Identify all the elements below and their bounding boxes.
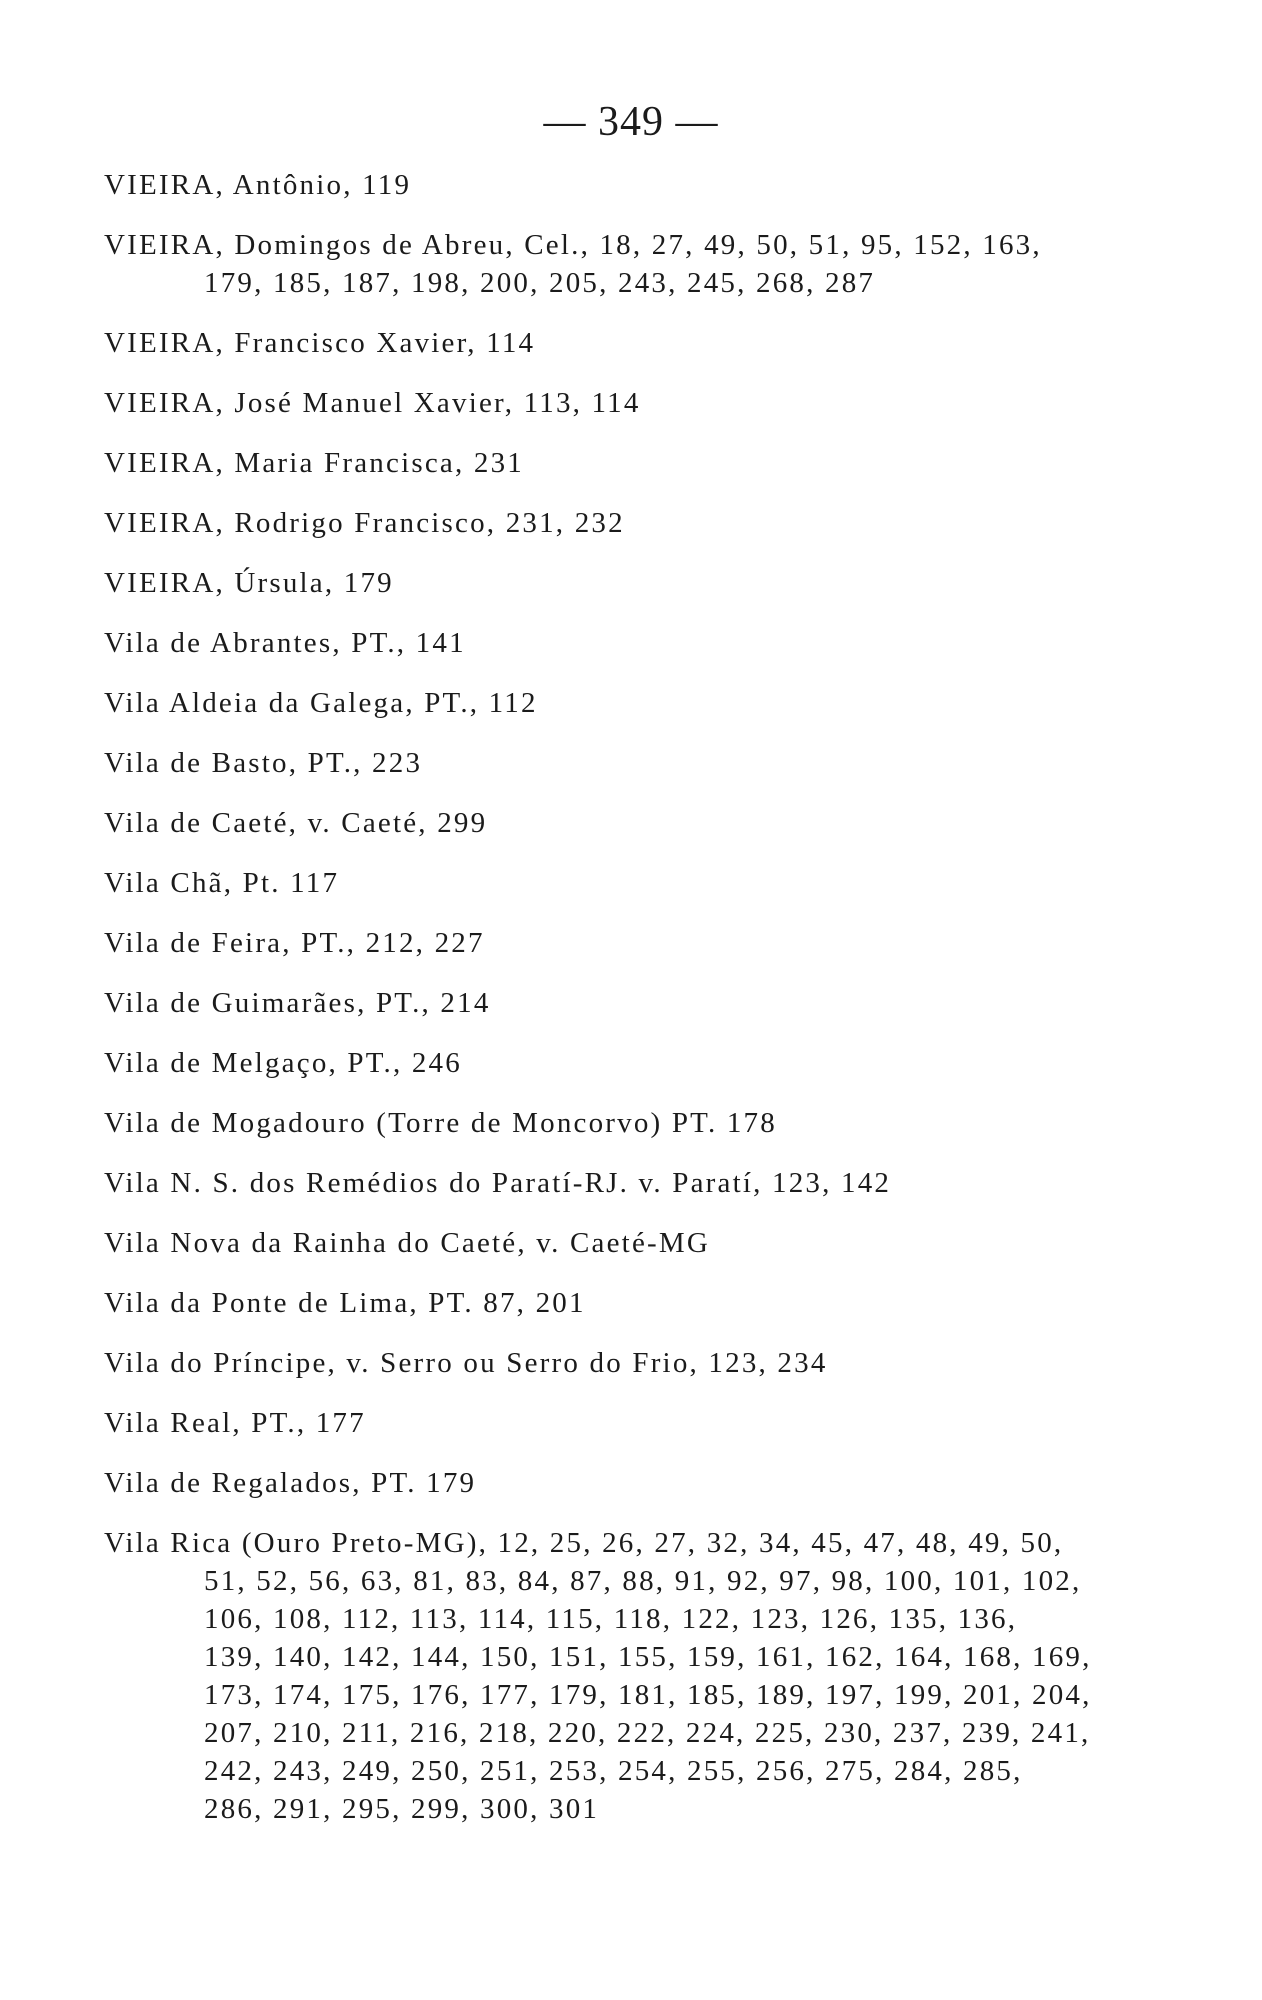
index-entry: Vila de Mogadouro (Torre de Moncorvo) PT. 178 <box>104 1107 777 1139</box>
index-entry: Vila Nova da Rainha do Caeté, v. Caeté-MG <box>104 1227 710 1259</box>
index-entry: Vila da Ponte de Lima, PT. 87, 201 <box>104 1287 586 1319</box>
index-entry: Vila de Feira, PT., 212, 227 <box>104 927 485 959</box>
index-entry: VIEIRA, Francisco Xavier, 114 <box>104 327 536 359</box>
index-entry: VIEIRA, Antônio, 119 <box>104 169 412 201</box>
page-number: — 349 — <box>543 99 719 145</box>
index-entry: VIEIRA, Domingos de Abreu, Cel., 18, 27, 49, 50, 51, 95, 152, 163, 179, 185, 187, 198, 200, 205, 243, 245, 268, 287 <box>104 229 1042 299</box>
index-entry: Vila N. S. dos Remédios do Paratí-RJ. v. Paratí, 123, 142 <box>104 1167 892 1199</box>
index-entry: Vila do Príncipe, v. Serro ou Serro do Frio, 123, 234 <box>104 1347 828 1379</box>
index-entry: Vila Rica (Ouro Preto-MG), 12, 25, 26, 27, 32, 34, 45, 47, 48, 49, 50, 51, 52, 56, 63, 81, 83, 84, 87, 88, 91, 92, 97, 98, 100, 101, 102, 106, 108, 112, 113, 114, 115, 118, 122, 123, 126, 135, 136, 139, 140, 142, 144, 150, 151, 155, 159, 161, 162, 164, 168, 169, 173, 174, 175, 176, 177, 179, 181, 185, 189, 197, 199, 201, 204, 207, 210, 211, 216, 218, 220, 222, 224, 225, 230, 237, 239, 241, 242, 243, 249, 250, 251, 253, 254, 255, 256, 275, 284, 285, 286, 291, 295, 299, 300, 301 <box>104 1527 1092 1825</box>
index-entry: VIEIRA, Úrsula, 179 <box>104 567 394 599</box>
index-entry: VIEIRA, Rodrigo Francisco, 231, 232 <box>104 507 625 539</box>
index-entry: Vila de Melgaço, PT., 246 <box>104 1047 462 1079</box>
index-entry: Vila de Basto, PT., 223 <box>104 747 423 779</box>
index-entry: Vila de Caeté, v. Caeté, 299 <box>104 807 488 839</box>
index-entry: Vila Aldeia da Galega, PT., 112 <box>104 687 538 719</box>
index-entry: Vila Chã, Pt. 117 <box>104 867 340 899</box>
index-entries <box>104 166 1144 1850</box>
index-entry: Vila de Guimarães, PT., 214 <box>104 987 491 1019</box>
index-entry: Vila Real, PT., 177 <box>104 1407 366 1439</box>
index-entry: VIEIRA, José Manuel Xavier, 113, 114 <box>104 387 641 419</box>
index-entry: Vila de Abrantes, PT., 141 <box>104 627 466 659</box>
index-entry: Vila de Regalados, PT. 179 <box>104 1467 477 1499</box>
index-entry: VIEIRA, Maria Francisca, 231 <box>104 447 524 479</box>
